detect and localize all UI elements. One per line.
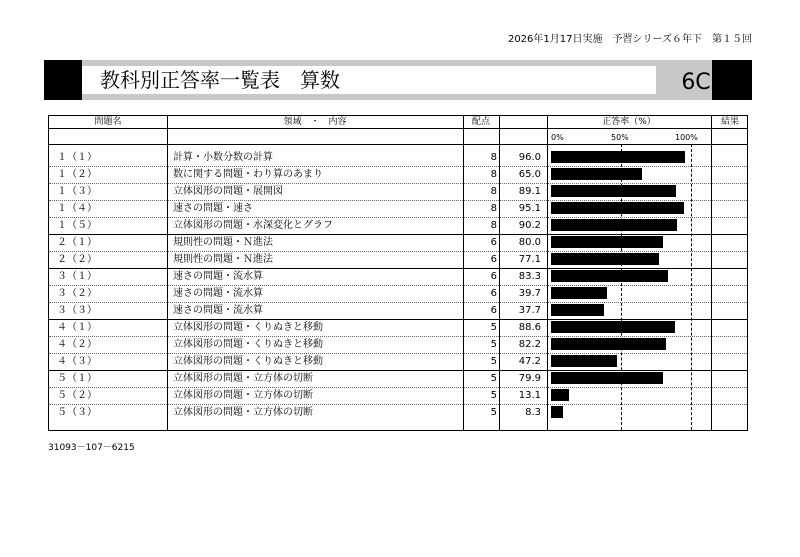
col-header-area: 領域 ・ 内容 xyxy=(283,117,347,127)
question-id: ３（２） xyxy=(57,288,97,299)
question-id: ４（１） xyxy=(57,322,97,333)
question-topic: 規則性の問題・Ｎ進法 xyxy=(173,237,273,248)
question-topic: 立体図形の問題・くりぬきと移動 xyxy=(173,339,323,350)
question-topic: 立体図形の問題・立方体の切断 xyxy=(173,407,313,418)
table-row xyxy=(49,370,747,388)
table-row xyxy=(49,353,747,370)
correct-rate: 8.3 xyxy=(525,407,541,418)
rate-bar xyxy=(551,321,675,333)
question-id: １（５） xyxy=(57,220,97,231)
question-topic: 立体図形の問題・くりぬきと移動 xyxy=(173,356,323,367)
question-id: ３（３） xyxy=(57,305,97,316)
table-row xyxy=(49,336,747,354)
rate-bar xyxy=(551,202,684,214)
exam-info: 2026年1月17日実施 予習シリーズ６年下 第１５回 xyxy=(507,34,752,45)
question-topic: 立体図形の問題・立方体の切断 xyxy=(173,373,313,384)
correct-rate: 95.1 xyxy=(518,203,541,214)
question-id: ４（３） xyxy=(57,356,97,367)
question-points: 8 xyxy=(490,203,497,214)
table-row xyxy=(49,183,747,201)
correct-rate: 65.0 xyxy=(518,169,541,180)
rate-bar xyxy=(551,389,569,401)
question-id: ５（２） xyxy=(57,390,97,401)
question-points: 5 xyxy=(490,322,497,333)
header-rule xyxy=(49,128,747,129)
rate-bar xyxy=(551,253,659,265)
question-topic: 速さの問題・流水算 xyxy=(173,271,263,282)
col-header-name: 問題名 xyxy=(94,117,122,127)
correct-rate: 82.2 xyxy=(518,339,541,350)
question-topic: 規則性の問題・Ｎ進法 xyxy=(173,254,273,265)
question-topic: 立体図形の問題・水深変化とグラフ xyxy=(173,220,333,231)
rate-bar xyxy=(551,219,677,231)
correct-rate: 37.7 xyxy=(518,305,541,316)
question-id: ５（３） xyxy=(57,407,97,418)
rate-bar xyxy=(551,168,642,180)
correct-rate: 79.9 xyxy=(518,373,541,384)
question-points: 8 xyxy=(490,220,497,231)
question-topic: 速さの問題・流水算 xyxy=(173,288,263,299)
scale-0: 0% xyxy=(551,133,564,142)
table-row xyxy=(49,285,747,303)
question-id: １（１） xyxy=(57,152,97,163)
correct-rate: 77.1 xyxy=(518,254,541,265)
document-code: 31093－107－6215 xyxy=(48,443,135,453)
scale-100: 100% xyxy=(675,133,698,142)
question-topic: 立体図形の問題・立方体の切断 xyxy=(173,390,313,401)
rate-bar xyxy=(551,372,663,384)
question-id: ５（１） xyxy=(57,373,97,384)
question-points: 8 xyxy=(490,186,497,197)
question-points: 6 xyxy=(490,305,497,316)
question-points: 6 xyxy=(490,271,497,282)
table-row xyxy=(49,319,747,337)
question-points: 5 xyxy=(490,390,497,401)
table-row xyxy=(49,217,747,234)
question-topic: 速さの問題・速さ xyxy=(173,203,253,214)
table-row xyxy=(49,234,747,252)
question-id: ２（１） xyxy=(57,237,97,248)
question-points: 5 xyxy=(490,407,497,418)
question-points: 8 xyxy=(490,169,497,180)
table-row xyxy=(49,268,747,286)
question-points: 6 xyxy=(490,254,497,265)
correct-rate: 47.2 xyxy=(518,356,541,367)
table-row xyxy=(49,251,747,268)
correct-rate: 39.7 xyxy=(518,288,541,299)
question-id: ３（１） xyxy=(57,271,97,282)
col-header-points: 配点 xyxy=(471,117,490,127)
correct-rate: 88.6 xyxy=(518,322,541,333)
question-id: ４（２） xyxy=(57,339,97,350)
rate-bar xyxy=(551,338,666,350)
table-row xyxy=(49,404,747,421)
rate-bar xyxy=(551,270,668,282)
group-rule xyxy=(49,234,747,235)
title-band xyxy=(44,60,752,100)
score-table xyxy=(48,115,748,431)
scale-rule xyxy=(49,144,747,145)
question-id: ２（２） xyxy=(57,254,97,265)
col-header-result: 結果 xyxy=(720,117,739,127)
question-id: １（３） xyxy=(57,186,97,197)
question-points: 6 xyxy=(490,237,497,248)
rate-bar xyxy=(551,287,607,299)
group-rule xyxy=(49,319,747,320)
scale-50: 50% xyxy=(611,133,629,142)
correct-rate: 13.1 xyxy=(518,390,541,401)
table-row xyxy=(49,200,747,218)
rate-bar xyxy=(551,304,604,316)
class-label: 6C xyxy=(681,70,711,95)
question-points: 5 xyxy=(490,373,497,384)
title-left-block xyxy=(44,60,82,100)
question-topic: 立体図形の問題・展開図 xyxy=(173,186,283,197)
correct-rate: 89.1 xyxy=(518,186,541,197)
table-row xyxy=(49,302,747,319)
correct-rate: 90.2 xyxy=(518,220,541,231)
question-id: １（２） xyxy=(57,169,97,180)
question-points: 8 xyxy=(490,152,497,163)
table-row xyxy=(49,149,747,167)
question-points: 6 xyxy=(490,288,497,299)
question-points: 5 xyxy=(490,356,497,367)
question-id: １（４） xyxy=(57,203,97,214)
correct-rate: 83.3 xyxy=(518,271,541,282)
rate-bar xyxy=(551,406,563,418)
question-topic: 数に関する問題・わり算のあまり xyxy=(173,169,323,180)
question-points: 5 xyxy=(490,339,497,350)
rate-bar xyxy=(551,151,685,163)
group-rule xyxy=(49,370,747,371)
title-bottom-bar xyxy=(82,94,656,100)
table-row xyxy=(49,387,747,405)
rate-bar xyxy=(551,236,663,248)
correct-rate: 96.0 xyxy=(518,152,541,163)
table-row xyxy=(49,166,747,184)
page-title: 教科別正答率一覧表 算数 xyxy=(100,68,340,92)
correct-rate: 80.0 xyxy=(518,237,541,248)
question-topic: 計算・小数分数の計算 xyxy=(173,152,273,163)
group-rule xyxy=(49,268,747,269)
rate-bar xyxy=(551,355,617,367)
question-topic: 速さの問題・流水算 xyxy=(173,305,263,316)
col-header-rate: 正答率（%） xyxy=(602,117,656,127)
rate-bar xyxy=(551,185,676,197)
question-topic: 立体図形の問題・くりぬきと移動 xyxy=(173,322,323,333)
